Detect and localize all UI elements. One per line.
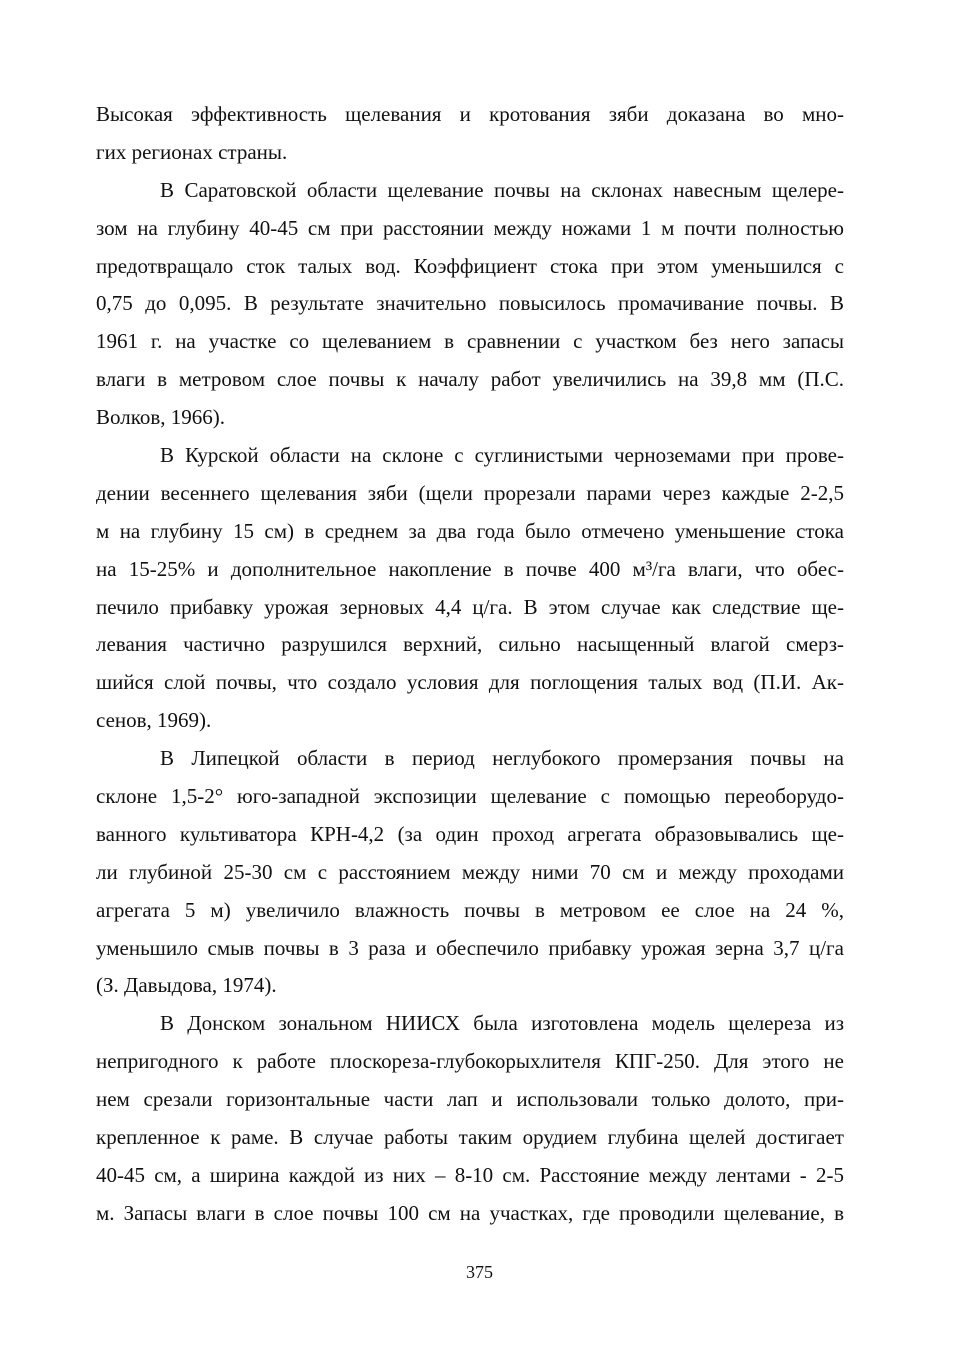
text-line: 1961 г. на участке со щелеванием в сравнении с участком без него запасы: [96, 329, 844, 354]
text-line: Высокая эффективность щелевания и кротования зяби доказана во мно-: [96, 102, 844, 126]
text-line: печило прибавку урожая зерновых 4,4 ц/га. В этом случае как следствие ще-: [96, 594, 844, 619]
text-line: шийся слой почвы, что создало условия для поглощения талых вод (П.И. Ак-: [96, 670, 844, 695]
text-line: сенов, 1969).: [96, 708, 212, 733]
text-line: крепленное к раме. В случае работы таким орудием глубина щелей достигает: [96, 1125, 844, 1150]
text-line: 0,75 до 0,095. В результате значительно повысилось промачивание почвы. В: [96, 291, 844, 316]
text-line: агрегата 5 м) увеличило влажность почвы в метровом ее слое на 24 %,: [96, 897, 844, 922]
text-line: предотвращало сток талых вод. Коэффициент стока при этом уменьшился с: [96, 253, 844, 278]
paragraph-first-line: В Курской области на склоне с суглинистыми черноземами при прове-: [160, 443, 844, 468]
paragraph-first-line: В Донском зональном НИИСХ была изготовлена модель щелереза из: [160, 1011, 844, 1036]
paragraph-first-line: В Липецкой области в период неглубокого промерзания почвы на: [160, 746, 844, 771]
text-line: склоне 1,5-2° юго-западной экспозиции щелевание с помощью переоборудо-: [96, 784, 844, 809]
paragraph-first-line: В Саратовской области щелевание почвы на склонах навесным щелере-: [160, 177, 844, 202]
body-text: [96, 96, 844, 1233]
text-line: зом на глубину 40-45 см при расстоянии между ножами 1 м почти полностью: [96, 215, 844, 240]
text-line: ванного культиватора КРН-4,2 (за один проход агрегата образовывались ще-: [96, 821, 844, 846]
text-line: м на глубину 15 см) в среднем за два года было отмечено уменьшение стока: [96, 518, 844, 543]
text-line: уменьшило смыв почвы в 3 раза и обеспечило прибавку урожая зерна 3,7 ц/га: [96, 935, 844, 960]
text-line: дении весеннего щелевания зяби (щели прорезали парами через каждые 2-2,5: [96, 480, 844, 505]
text-line: м. Запасы влаги в слое почвы 100 см на участках, где проводили щелевание, в: [96, 1200, 844, 1225]
text-line: левания частично разрушился верхний, сильно насыщенный влагой смерз-: [96, 632, 844, 657]
text-line: ли глубиной 25-30 см с расстоянием между ними 70 см и между проходами: [96, 859, 844, 884]
page-number: 375: [466, 1262, 493, 1282]
text-line: Волков, 1966).: [96, 405, 226, 430]
text-line: нем срезали горизонтальные части лап и использовали только долото, при-: [96, 1087, 844, 1112]
text-line: непригодного к работе плоскореза-глубокорыхлителя КПГ-250. Для этого не: [96, 1049, 844, 1074]
text-line: на 15-25% и дополнительное накопление в почве 400 м³/га влаги, что обес-: [96, 556, 844, 581]
text-line: 40-45 см, а ширина каждой из них – 8-10 см. Расстояние между лентами - 2-5: [96, 1162, 844, 1187]
text-line: (З. Давыдова, 1974).: [96, 973, 277, 998]
text-line: влаги в метровом слое почвы к началу работ увеличились на 39,8 мм (П.С.: [96, 367, 844, 392]
text-line: гих регионах страны.: [96, 139, 288, 164]
